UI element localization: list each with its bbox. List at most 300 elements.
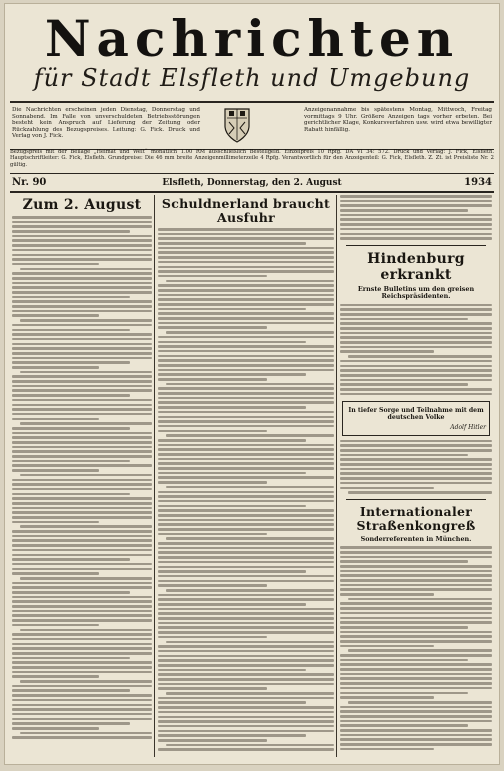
- text-line: [158, 528, 334, 531]
- text-line: [158, 730, 334, 733]
- text-line: [158, 561, 334, 564]
- text-line: [340, 332, 492, 335]
- text-line: [12, 624, 99, 627]
- info-bar: [10, 101, 494, 150]
- text-line: [340, 734, 492, 737]
- text-line: [12, 357, 152, 360]
- text-line: [158, 303, 334, 306]
- text-line: [166, 589, 334, 592]
- text-line: [340, 304, 492, 307]
- text-line: [12, 685, 152, 688]
- text-line: [158, 397, 334, 400]
- text-line: [12, 324, 152, 327]
- text-line: [340, 308, 492, 311]
- text-line: [158, 500, 334, 503]
- article-headline: Hindenburg erkrankt: [367, 250, 465, 283]
- text-line: [340, 574, 492, 577]
- text-line: [340, 659, 468, 662]
- issue-date: Elsfleth, Donnerstag, den 2. August: [162, 178, 342, 188]
- article-headline: Schuldnerland braucht Ausfuhr: [161, 196, 331, 225]
- text-line: [340, 588, 492, 591]
- text-line: [340, 687, 492, 690]
- text-line: [158, 673, 334, 676]
- text-line: [340, 360, 492, 363]
- text-line: [12, 394, 130, 397]
- text-line: [12, 675, 99, 678]
- text-line: [158, 603, 306, 606]
- text-line: [12, 502, 152, 505]
- text-line: [158, 369, 334, 372]
- text-line: [12, 727, 99, 730]
- text-line: [340, 209, 468, 212]
- text-line: [340, 365, 492, 368]
- notice-box: [342, 401, 490, 435]
- text-line: [340, 738, 492, 741]
- text-line: [12, 282, 152, 285]
- text-line: [158, 748, 334, 751]
- text-line: [158, 622, 334, 625]
- text-line: [12, 450, 152, 453]
- text-line: [12, 300, 152, 303]
- text-line: [12, 605, 152, 608]
- text-line: [340, 640, 492, 643]
- text-line: [340, 584, 492, 587]
- text-line: [340, 233, 492, 236]
- text-line: [340, 626, 468, 629]
- text-line: [158, 416, 334, 419]
- text-line: [158, 355, 334, 358]
- text-line: [12, 404, 152, 407]
- text-line: [340, 444, 492, 447]
- text-line: [340, 593, 434, 596]
- text-line: [340, 468, 492, 471]
- text-line: [158, 659, 334, 662]
- text-line: [20, 371, 152, 374]
- text-line: [340, 327, 492, 330]
- text-line: [158, 650, 334, 653]
- text-line: [166, 331, 334, 334]
- text-line: [158, 551, 334, 554]
- text-line: [12, 464, 152, 467]
- text-line: [12, 338, 152, 341]
- text-line: [158, 364, 334, 367]
- article-body: [340, 440, 492, 494]
- text-line: [12, 671, 152, 674]
- text-line: [12, 633, 152, 636]
- text-line: [12, 713, 152, 716]
- text-line: [340, 617, 492, 620]
- text-line: [158, 697, 334, 700]
- text-line: [12, 366, 99, 369]
- text-line: [158, 373, 306, 376]
- text-line: [340, 706, 492, 709]
- text-line: [12, 521, 99, 524]
- text-line: [340, 237, 492, 240]
- notice-text: In tiefer Sorge und Teilnahme mit dem deutschen Volke: [348, 407, 484, 422]
- column-rule: [154, 195, 155, 757]
- text-line: [340, 560, 468, 563]
- text-line: [340, 379, 492, 382]
- text-line: [158, 439, 306, 442]
- text-line: [158, 406, 306, 409]
- text-line: [340, 715, 492, 718]
- text-line: [158, 312, 334, 315]
- text-line: [158, 575, 334, 578]
- text-line: [12, 399, 152, 402]
- text-line: [340, 393, 492, 396]
- text-line: [12, 455, 152, 458]
- text-line: [340, 682, 492, 685]
- text-line: [158, 556, 334, 559]
- text-line: [158, 420, 334, 423]
- text-line: [158, 387, 334, 390]
- publication-info: Die Nachrichten erscheinen jeden Dienstag, Donnerstag und Sonnabend. Im Falle von unverschuldeten Betriebsstörungen besteht kein Anspruch auf Lieferung der Zeitung oder Rückzahlung des Bezugspreises. Leitung: G. Fick. Druck und Verlag von J. Fick.: [12, 107, 200, 140]
- text-line: [340, 200, 492, 203]
- article-subheadline: Sonderreferenten in München.: [360, 534, 472, 543]
- text-line: [158, 706, 334, 709]
- column-left: [12, 195, 152, 757]
- text-line: [158, 664, 334, 667]
- text-line: [158, 341, 306, 344]
- text-line: [158, 462, 334, 465]
- text-line: [158, 645, 334, 648]
- text-line: [12, 291, 152, 294]
- text-line: [158, 636, 267, 639]
- text-line: [340, 214, 492, 217]
- text-line: [12, 493, 130, 496]
- text-line: [158, 284, 334, 287]
- text-line: [12, 497, 152, 500]
- text-line: [158, 598, 334, 601]
- article-headline: Zum 2. August: [22, 197, 142, 213]
- text-line: [12, 221, 152, 224]
- text-line: [158, 472, 306, 475]
- text-line: [158, 566, 334, 569]
- newspaper-subtitle: für Stadt Elsfleth und Umgebung: [33, 64, 471, 92]
- text-line: [340, 677, 492, 680]
- text-line: [12, 427, 130, 430]
- text-line: [340, 374, 492, 377]
- text-line: [12, 310, 152, 313]
- text-line: [158, 481, 267, 484]
- text-line: [158, 509, 334, 512]
- issue-year: 1934: [464, 177, 492, 188]
- text-line: [12, 591, 130, 594]
- text-line: [12, 488, 152, 491]
- subscription-strip: Bezugspreis mit der Beilage „Heimat und Welt“ monatlich 1.00 RM ausschließlich Bestellgeld. Einzelpreis 10 Rpfg. DA VI 34: 572. Druck und Verlag: J. Fick, Elsfleth. Hauptschriftleiter: G. Fick, Elsfleth. Grundpreise: Die 46 mm breite Anzeigenmillimeterzeile 4 Rpfg. Verantwortlich für den Anzeigenteil: G. Fick, Elsfleth. Z. Zt. ist Preisliste Nr. 2 gültig.: [10, 149, 494, 174]
- text-line: [12, 643, 152, 646]
- text-line: [12, 216, 152, 219]
- text-line: [340, 570, 492, 573]
- text-line: [12, 638, 152, 641]
- text-line: [166, 486, 334, 489]
- text-line: [20, 525, 152, 528]
- text-line: [158, 392, 334, 395]
- text-line: [158, 519, 334, 522]
- text-line: [12, 258, 152, 261]
- text-line: [158, 523, 334, 526]
- text-line: [12, 479, 152, 482]
- text-line: [12, 652, 152, 655]
- text-line: [340, 720, 492, 723]
- text-line: [12, 535, 152, 538]
- article-body: [340, 195, 492, 240]
- text-line: [12, 244, 152, 247]
- text-line: [158, 251, 334, 254]
- text-line: [340, 673, 492, 676]
- text-line: [158, 570, 306, 573]
- text-line: [12, 436, 152, 439]
- text-line: [158, 430, 267, 433]
- text-line: [12, 507, 152, 510]
- text-line: [340, 551, 492, 554]
- text-line: [158, 476, 334, 479]
- text-line: [340, 336, 492, 339]
- text-line: [348, 598, 492, 601]
- text-line: [340, 607, 492, 610]
- text-line: [12, 329, 130, 332]
- text-line: [12, 305, 152, 308]
- text-line: [158, 289, 334, 292]
- text-line: [12, 516, 152, 519]
- text-line: [158, 448, 334, 451]
- text-line: [12, 657, 130, 660]
- text-line: [158, 720, 334, 723]
- text-line: [12, 694, 152, 697]
- text-line: [340, 654, 492, 657]
- text-line: [340, 228, 492, 231]
- article-subheadline: Ernste Bulletins um den greisen Reichspräsidenten.: [357, 284, 475, 301]
- text-line: [20, 319, 152, 322]
- text-line: [12, 469, 99, 472]
- text-line: [12, 343, 152, 346]
- text-line: [158, 458, 334, 461]
- text-line: [12, 549, 152, 552]
- text-line: [12, 375, 152, 378]
- text-line: [340, 472, 492, 475]
- text-line: [340, 696, 434, 699]
- text-line: [166, 383, 334, 386]
- text-line: [158, 716, 334, 719]
- text-line: [158, 298, 334, 301]
- text-line: [12, 385, 152, 388]
- text-line: [158, 270, 334, 273]
- text-line: [158, 711, 334, 714]
- text-line: [12, 347, 152, 350]
- notice-signature: Adolf Hitler: [450, 423, 486, 431]
- text-line: [158, 261, 334, 264]
- text-line: [12, 263, 99, 266]
- text-line: [12, 460, 130, 463]
- text-line: [158, 266, 334, 269]
- text-line: [158, 612, 334, 615]
- article-body: [340, 304, 492, 396]
- text-line: [158, 533, 267, 536]
- text-line: [158, 317, 334, 320]
- issue-number: Nr. 90: [12, 177, 47, 188]
- text-line: [12, 413, 152, 416]
- text-line: [12, 596, 152, 599]
- text-line: [340, 204, 492, 207]
- text-line: [158, 687, 267, 690]
- text-line: [340, 748, 434, 751]
- text-line: [340, 458, 492, 461]
- text-line: [166, 641, 334, 644]
- text-line: [158, 233, 334, 236]
- coat-of-arms-icon: [222, 106, 252, 144]
- text-line: [340, 645, 434, 648]
- text-line: [158, 401, 334, 404]
- article-headline: Internationaler Straßenkongreß: [356, 503, 476, 533]
- text-line: [166, 692, 334, 695]
- text-line: [12, 539, 152, 542]
- text-line: [158, 739, 267, 742]
- text-line: [12, 225, 152, 228]
- text-line: [12, 446, 152, 449]
- divider: [346, 499, 486, 500]
- text-line: [340, 579, 492, 582]
- text-line: [340, 218, 492, 221]
- divider: [346, 245, 486, 246]
- text-line: [340, 692, 468, 695]
- text-line: [340, 388, 492, 391]
- text-line: [12, 296, 130, 299]
- text-line: [20, 629, 152, 632]
- text-line: [158, 345, 334, 348]
- text-line: [340, 383, 468, 386]
- text-line: [12, 582, 152, 585]
- text-line: [12, 352, 152, 355]
- text-line: [158, 308, 306, 311]
- text-line: [12, 704, 152, 707]
- text-line: [12, 286, 152, 289]
- text-line: [158, 678, 334, 681]
- text-line: [12, 408, 152, 411]
- text-line: [158, 669, 306, 672]
- text-line: [348, 491, 492, 494]
- article-body: [158, 228, 334, 751]
- dateline: [10, 175, 494, 193]
- text-line: [158, 322, 334, 325]
- text-line: [340, 546, 492, 549]
- text-line: [12, 614, 152, 617]
- text-line: [158, 608, 334, 611]
- newspaper-page: [4, 3, 500, 765]
- text-line: [12, 722, 130, 725]
- text-line: [12, 432, 152, 435]
- text-line: [166, 434, 334, 437]
- text-line: [340, 487, 434, 490]
- text-line: [158, 359, 334, 362]
- text-line: [340, 454, 468, 457]
- text-line: [12, 586, 152, 589]
- text-line: [12, 736, 152, 739]
- text-line: [340, 463, 492, 466]
- text-line: [340, 346, 492, 349]
- text-line: [12, 563, 152, 566]
- text-line: [20, 268, 152, 271]
- text-line: [158, 655, 334, 658]
- text-line: [340, 223, 492, 226]
- text-line: [158, 514, 334, 517]
- text-line: [158, 505, 306, 508]
- text-line: [340, 729, 492, 732]
- text-line: [12, 511, 152, 514]
- text-line: [158, 584, 267, 587]
- text-line: [12, 380, 152, 383]
- text-line: [158, 467, 334, 470]
- text-line: [158, 336, 334, 339]
- text-line: [340, 350, 434, 353]
- advertising-info: Anzeigenannahme bis spätestens Montag, Mittwoch, Freitag vormittags 9 Uhr. Größere Anzeigen tags vorher erbeten. Bei gerichtlicher Klage, Konkursverfahren usw. wird etwa bewilligter Rabatt hinfällig.: [304, 107, 492, 133]
- text-line: [158, 594, 334, 597]
- text-line: [158, 495, 334, 498]
- text-line: [12, 314, 99, 317]
- text-line: [340, 313, 492, 316]
- text-line: [340, 369, 492, 372]
- text-line: [340, 631, 492, 634]
- text-line: [340, 612, 492, 615]
- text-line: [158, 734, 306, 737]
- text-line: [340, 322, 492, 325]
- text-line: [12, 361, 130, 364]
- column-right: [340, 195, 492, 757]
- text-line: [340, 635, 492, 638]
- text-line: [12, 333, 152, 336]
- text-line: [340, 482, 492, 485]
- text-line: [12, 647, 152, 650]
- text-line: [12, 600, 152, 603]
- text-line: [166, 537, 334, 540]
- text-line: [20, 474, 152, 477]
- article-body: [340, 546, 492, 750]
- text-line: [340, 440, 492, 443]
- text-line: [12, 272, 152, 275]
- text-line: [340, 710, 492, 713]
- text-line: [340, 743, 492, 746]
- article-body: [12, 216, 152, 739]
- text-line: [158, 626, 334, 629]
- text-line: [158, 631, 334, 634]
- text-line: [166, 280, 334, 283]
- text-line: [158, 491, 334, 494]
- text-line: [158, 547, 334, 550]
- text-line: [12, 389, 152, 392]
- text-line: [158, 411, 334, 414]
- text-line: [12, 572, 99, 575]
- text-line: [20, 577, 152, 580]
- text-line: [12, 530, 152, 533]
- text-line: [12, 277, 152, 280]
- text-line: [340, 724, 468, 727]
- text-line: [348, 649, 492, 652]
- text-line: [166, 744, 334, 747]
- text-line: [12, 239, 152, 242]
- newspaper-title: Nachrichten: [44, 9, 460, 68]
- text-line: [340, 565, 492, 568]
- text-line: [158, 725, 334, 728]
- text-line: [158, 326, 267, 329]
- text-line: [12, 418, 99, 421]
- text-line: [340, 449, 492, 452]
- text-line: [158, 444, 334, 447]
- text-line: [20, 732, 152, 735]
- text-line: [12, 441, 152, 444]
- text-line: [158, 683, 334, 686]
- column-middle: [158, 195, 334, 757]
- text-line: [12, 619, 152, 622]
- text-line: [158, 542, 334, 545]
